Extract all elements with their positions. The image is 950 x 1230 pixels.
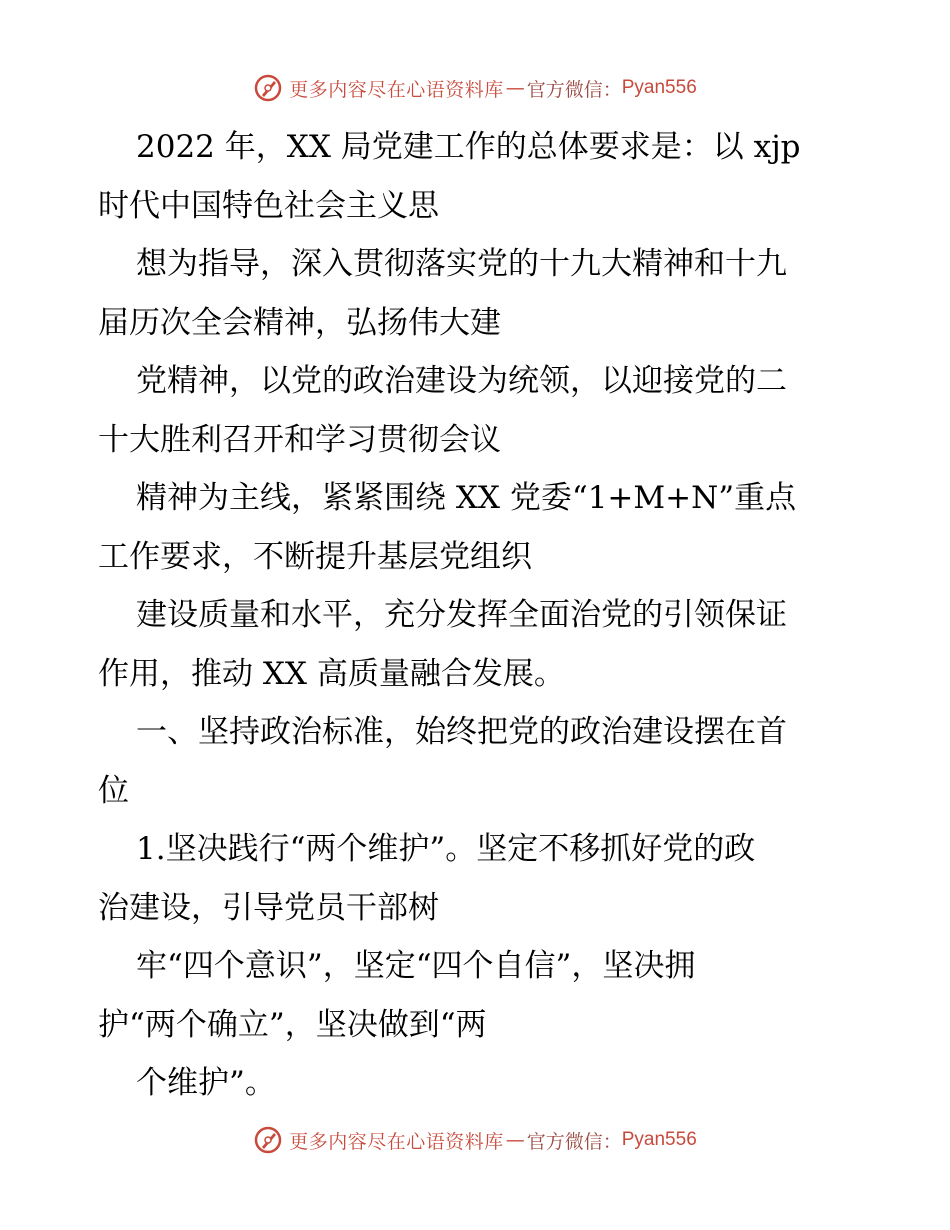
section-heading-line: 一、坚持政治标准，始终把党的政治建设摆在首 (136, 714, 787, 750)
watermark-separator: — (505, 77, 525, 99)
watermark-separator: — (505, 1129, 525, 1151)
document-body (98, 118, 858, 1113)
section-heading-line: 位 (98, 772, 129, 809)
text-line: 精神为主线，紧紧围绕 XX 党委“1+M+N”重点 (136, 480, 797, 516)
text-line: 个维护”。 (136, 1065, 276, 1101)
text-line: 1.坚决践行“两个维护”。坚定不移抓好党的政 (136, 831, 756, 867)
watermark-label: 官方微信： (526, 78, 622, 101)
text-line: 护“两个确立”，坚决做到“两 (98, 1006, 487, 1043)
text-line: 时代中国特色社会主义思 (98, 187, 439, 224)
text-line: 党精神，以党的政治建设为统领，以迎接党的二 (136, 363, 787, 399)
watermark-label: 官方微信： (526, 1130, 622, 1153)
text-line: 届历次全会精神，弘扬伟大建 (98, 304, 501, 341)
footer-watermark (0, 1120, 950, 1160)
watermark-id: Pyan556 (621, 1129, 697, 1150)
text-line: 工作要求，不断提升基层党组织 (98, 538, 532, 575)
quill-logo-icon (253, 1125, 283, 1155)
text-line: 作用，推动 XX 高质量融合发展。 (98, 655, 565, 692)
text-line: 2022 年，XX 局党建工作的总体要求是：以 xjp (136, 129, 801, 165)
watermark-text: 更多内容尽在心语资料库 (289, 78, 504, 101)
text-line: 想为指导，深入贯彻落实党的十九大精神和十九 (136, 246, 787, 282)
paragraph-block (98, 118, 858, 1113)
quill-logo-icon (253, 73, 283, 103)
text-line: 治建设，引导党员干部树 (98, 889, 439, 926)
text-line: 十大胜利召开和学习贯彻会议 (98, 421, 501, 458)
header-watermark (0, 68, 950, 108)
text-line: 牢“四个意识”，坚定“四个自信”，坚决拥 (136, 948, 696, 984)
watermark-id: Pyan556 (621, 77, 697, 98)
watermark-text: 更多内容尽在心语资料库 (289, 1130, 504, 1153)
text-line: 建设质量和水平，充分发挥全面治党的引领保证 (136, 597, 787, 633)
